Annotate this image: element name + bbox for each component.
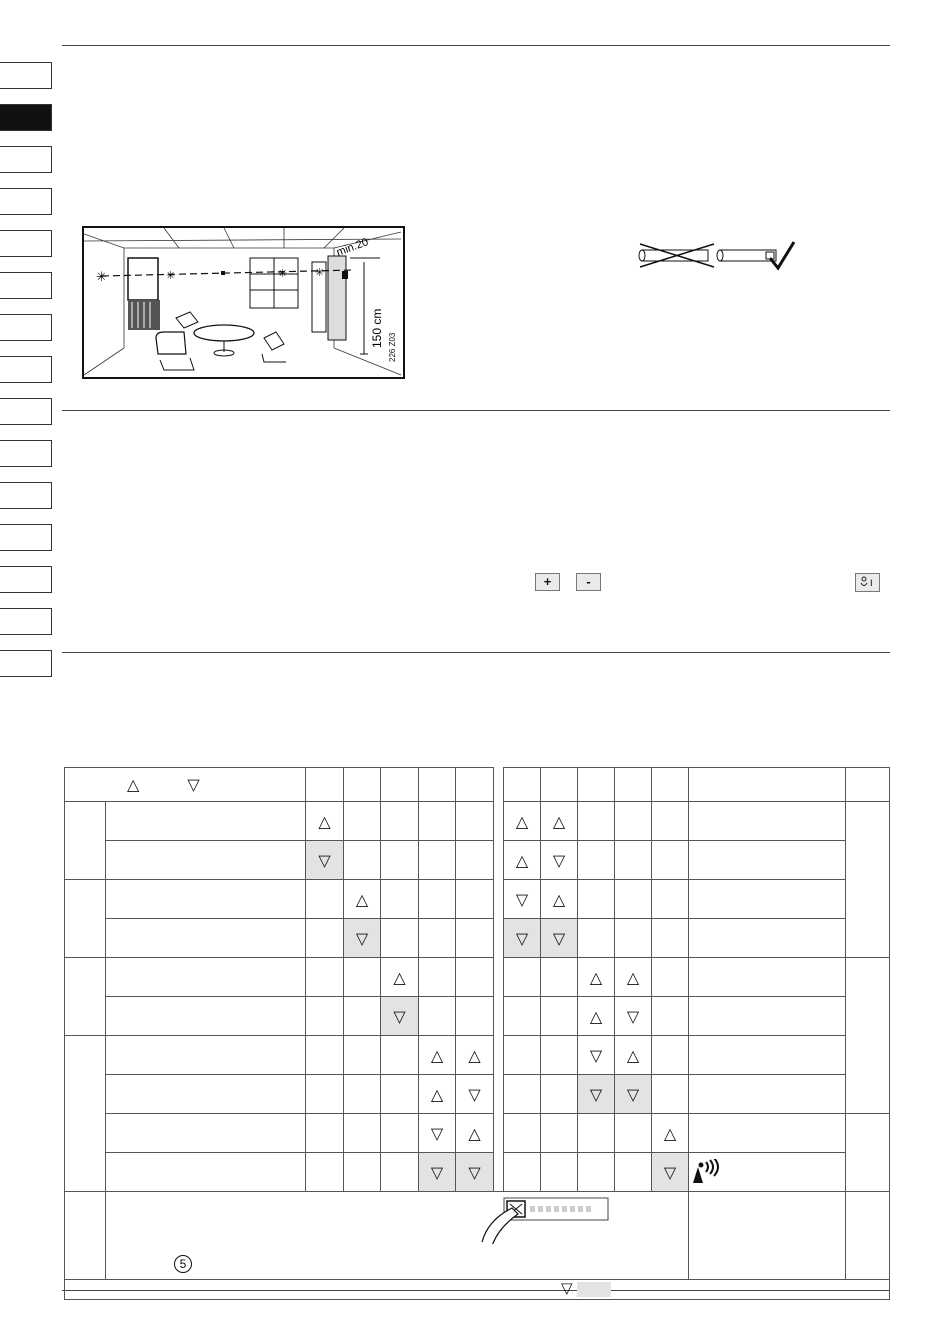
switch-cell — [578, 1114, 615, 1153]
switch-cell — [652, 997, 689, 1036]
room-drawing — [84, 228, 403, 377]
setting-label-cell — [106, 1114, 306, 1153]
header-switch-right — [504, 768, 541, 802]
switch-cell — [541, 1036, 578, 1075]
side-tab-10[interactable] — [0, 440, 52, 467]
switch-cell — [419, 997, 456, 1036]
switch-cell: ▽ — [419, 1153, 456, 1192]
switch-cell — [381, 841, 419, 880]
side-tab-13[interactable] — [0, 566, 52, 593]
switch-cell — [615, 880, 652, 919]
switch-cell: △ — [578, 958, 615, 997]
radio-signal-icon — [691, 1159, 723, 1185]
correct-cable-icon — [717, 250, 776, 261]
header-switch-left — [306, 768, 344, 802]
switch-cell — [419, 841, 456, 880]
switch-cell — [541, 1153, 578, 1192]
switch-cell — [344, 802, 381, 841]
description-cell — [689, 841, 846, 880]
table-row — [65, 1075, 890, 1114]
setting-label-cell — [106, 958, 306, 997]
switch-cell: △ — [615, 1036, 652, 1075]
header-note — [846, 768, 890, 802]
header-switch-right — [652, 768, 689, 802]
circled-step-number: 5 — [174, 1255, 192, 1273]
cable-illustration — [630, 240, 800, 272]
min-distance-label: min.20 — [334, 236, 371, 259]
switch-cell — [381, 919, 419, 958]
switch-cell — [344, 997, 381, 1036]
switch-cell — [541, 958, 578, 997]
note-cell — [846, 1114, 890, 1192]
side-tab-8[interactable] — [0, 356, 52, 383]
table-footer — [65, 1280, 890, 1300]
switch-cell — [381, 802, 419, 841]
side-tab-5[interactable] — [0, 230, 52, 257]
switch-cell: △ — [615, 958, 652, 997]
switch-cell — [381, 1075, 419, 1114]
switch-cell — [306, 958, 344, 997]
switch-cell: ▽ — [344, 919, 381, 958]
switch-cell — [504, 997, 541, 1036]
header-up-symbol: △ — [127, 775, 140, 794]
room-illustration — [82, 226, 405, 379]
setting-label-cell — [106, 802, 306, 841]
group-label-cell — [65, 1036, 106, 1192]
description-cell — [689, 1114, 846, 1153]
switch-cell — [306, 997, 344, 1036]
switch-cell: ▽ — [456, 1075, 494, 1114]
footer-down-symbol: ▽ — [561, 1279, 573, 1297]
switch-cell: △ — [344, 880, 381, 919]
note-cell — [846, 1192, 890, 1280]
side-tab-7[interactable] — [0, 314, 52, 341]
table-row — [65, 1114, 890, 1153]
description-cell — [689, 1192, 846, 1280]
info-config-icon — [855, 573, 880, 592]
switch-cell: △ — [541, 880, 578, 919]
table-row — [65, 880, 890, 919]
switch-cell: △ — [456, 1114, 494, 1153]
group-label-cell — [65, 958, 106, 1036]
switch-cell — [381, 1114, 419, 1153]
switch-cell: ▽ — [578, 1075, 615, 1114]
setting-label-cell — [106, 1036, 306, 1075]
switch-cell: ▽ — [504, 919, 541, 958]
switch-cell — [419, 919, 456, 958]
table-row — [65, 919, 890, 958]
table-row — [65, 1036, 890, 1075]
switch-cell — [456, 919, 494, 958]
switch-cell: ▽ — [504, 880, 541, 919]
switch-cell — [456, 997, 494, 1036]
header-switch-left — [344, 768, 381, 802]
switch-cell — [306, 1153, 344, 1192]
switch-cell — [344, 1036, 381, 1075]
switch-cell — [504, 1114, 541, 1153]
height-label: 150 cm — [370, 308, 384, 348]
table-row — [65, 841, 890, 880]
switch-cell — [504, 1075, 541, 1114]
group-label-cell — [65, 880, 106, 958]
side-tab-11[interactable] — [0, 482, 52, 509]
switch-cell — [344, 1114, 381, 1153]
side-tab-14[interactable] — [0, 608, 52, 635]
header-switch-left — [381, 768, 419, 802]
side-tab-4[interactable] — [0, 188, 52, 215]
switch-cell — [652, 919, 689, 958]
description-cell — [689, 802, 846, 841]
svg-text:✳: ✳ — [315, 266, 325, 279]
dip-switch-table — [64, 767, 890, 1300]
table-row — [65, 997, 890, 1036]
table-row — [65, 958, 890, 997]
switch-cell — [456, 802, 494, 841]
description-cell — [689, 1036, 846, 1075]
switch-cell: △ — [381, 958, 419, 997]
switch-cell — [652, 802, 689, 841]
description-cell — [689, 997, 846, 1036]
plus-button[interactable]: + — [535, 573, 560, 591]
description-cell — [689, 1153, 846, 1192]
switch-cell — [578, 802, 615, 841]
switch-cell — [578, 919, 615, 958]
switch-cell: △ — [306, 802, 344, 841]
wrong-cable-icon — [639, 244, 714, 267]
table-row — [65, 1153, 890, 1192]
svg-text:✳: ✳ — [166, 269, 176, 282]
figure-code: 226 Z03 — [388, 332, 397, 362]
switch-cell: ▽ — [381, 997, 419, 1036]
setting-label-cell — [106, 1075, 306, 1114]
side-tab-2[interactable] — [0, 104, 52, 131]
table-row — [65, 802, 890, 841]
switch-cell — [456, 841, 494, 880]
switch-cell — [344, 1153, 381, 1192]
switch-cell — [578, 1153, 615, 1192]
switch-cell — [381, 880, 419, 919]
description-cell — [689, 919, 846, 958]
header-down-symbol: ▽ — [187, 775, 200, 794]
switch-cell — [652, 958, 689, 997]
switch-cell: ▽ — [541, 919, 578, 958]
switch-cell — [456, 958, 494, 997]
header-description — [689, 768, 846, 802]
group-label-cell — [65, 802, 106, 880]
description-cell — [689, 958, 846, 997]
group-label-cell — [65, 1192, 106, 1280]
side-tab-15[interactable] — [0, 650, 52, 677]
switch-cell: ▽ — [456, 1153, 494, 1192]
switch-cell: ▽ — [306, 841, 344, 880]
switch-cell: △ — [419, 1036, 456, 1075]
switch-cell: △ — [456, 1036, 494, 1075]
switch-cell — [615, 1114, 652, 1153]
switch-cell — [615, 1153, 652, 1192]
setting-label-cell — [106, 997, 306, 1036]
top-rule — [62, 45, 890, 46]
switch-cell: ▽ — [419, 1114, 456, 1153]
switch-cell — [504, 1036, 541, 1075]
switch-cell: ▽ — [541, 841, 578, 880]
switch-cell — [652, 1075, 689, 1114]
switch-cell — [306, 919, 344, 958]
switch-cell — [306, 880, 344, 919]
footer-shade — [577, 1282, 611, 1297]
description-cell — [689, 1075, 846, 1114]
switch-cell — [419, 802, 456, 841]
reset-instruction-cell — [106, 1192, 689, 1280]
switch-cell: △ — [652, 1114, 689, 1153]
switch-cell: ▽ — [615, 1075, 652, 1114]
side-tab-6[interactable] — [0, 272, 52, 299]
switch-cell: △ — [419, 1075, 456, 1114]
header-switch-right — [615, 768, 652, 802]
header-switch-right — [541, 768, 578, 802]
switch-cell — [652, 841, 689, 880]
description-cell — [689, 880, 846, 919]
switch-cell: △ — [504, 802, 541, 841]
side-tab-1[interactable] — [0, 62, 52, 89]
switch-cell — [504, 958, 541, 997]
switch-cell — [578, 880, 615, 919]
switch-cell: ▽ — [652, 1153, 689, 1192]
side-tab-12[interactable] — [0, 524, 52, 551]
setting-label-cell — [106, 841, 306, 880]
switch-cell — [541, 1114, 578, 1153]
switch-cell — [615, 841, 652, 880]
switch-cell: △ — [578, 997, 615, 1036]
switch-cell — [381, 1036, 419, 1075]
switch-cell — [306, 1036, 344, 1075]
switch-cell: ▽ — [615, 997, 652, 1036]
switch-cell — [615, 919, 652, 958]
setting-label-cell — [106, 919, 306, 958]
switch-cell — [504, 1153, 541, 1192]
setting-label-cell — [106, 1153, 306, 1192]
table-header-legend — [65, 768, 306, 802]
switch-cell — [652, 880, 689, 919]
note-cell — [846, 802, 890, 958]
switch-cell — [381, 1153, 419, 1192]
reset-button-illustration — [474, 1194, 614, 1244]
side-tab-3[interactable] — [0, 146, 52, 173]
header-switch-left — [419, 768, 456, 802]
section-rule-2 — [62, 652, 890, 653]
minus-button[interactable]: - — [576, 573, 601, 591]
switch-cell — [419, 958, 456, 997]
switch-cell — [306, 1075, 344, 1114]
switch-cell: ▽ — [578, 1036, 615, 1075]
note-cell — [846, 958, 890, 1114]
section-rule-1 — [62, 410, 890, 411]
switch-cell: △ — [504, 841, 541, 880]
switch-cell — [541, 997, 578, 1036]
switch-cell — [541, 1075, 578, 1114]
header-switch-left — [456, 768, 494, 802]
switch-cell — [615, 802, 652, 841]
side-tab-9[interactable] — [0, 398, 52, 425]
switch-cell: △ — [541, 802, 578, 841]
svg-text:✳: ✳ — [278, 267, 288, 280]
header-switch-right — [578, 768, 615, 802]
setting-label-cell — [106, 880, 306, 919]
switch-cell — [344, 1075, 381, 1114]
switch-cell — [652, 1036, 689, 1075]
switch-cell — [344, 841, 381, 880]
switch-cell — [306, 1114, 344, 1153]
switch-cell — [456, 880, 494, 919]
svg-text:✳: ✳ — [96, 270, 107, 285]
svg-text:I: I — [870, 578, 873, 588]
switch-cell — [344, 958, 381, 997]
switch-cell — [419, 880, 456, 919]
switch-cell — [578, 841, 615, 880]
